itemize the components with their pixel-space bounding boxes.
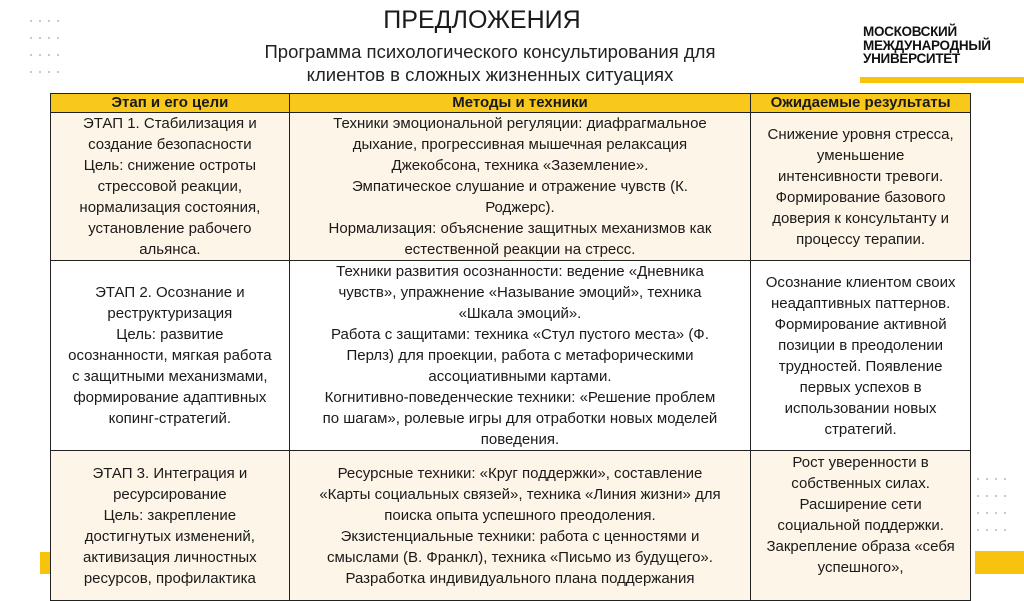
- text-line: Джекобсона, техника «Заземление».: [391, 157, 649, 174]
- accent-block-right: [975, 551, 1024, 574]
- table-header: [51, 94, 971, 113]
- text-line: «Карты социальных связей», техника «Линия жизни» для: [319, 486, 721, 503]
- text-line: альянса.: [139, 241, 201, 258]
- text-line: Эмпатическое слушание и отражение чувств (К.: [351, 178, 688, 195]
- dot: [986, 495, 988, 497]
- dot: [39, 37, 41, 39]
- text-line: создание безопасности: [88, 136, 252, 153]
- text-line: Рост уверенности в: [792, 454, 929, 471]
- dot: [57, 54, 59, 56]
- dot: [977, 478, 979, 480]
- dot: [995, 529, 997, 531]
- text-line: ЭТАП 2. Осознание и: [95, 284, 245, 301]
- text-line: уменьшение: [816, 146, 905, 164]
- text-line: использовании новых: [784, 399, 937, 417]
- text-line: Осознание клиентом своих: [765, 273, 956, 291]
- dot: [995, 512, 997, 514]
- university-logo: [863, 25, 991, 66]
- text-line: с защитными механизмами,: [72, 368, 268, 385]
- text-line: стрессовой реакции,: [97, 178, 243, 195]
- text-line: Формирование активной: [774, 315, 947, 333]
- dot: [48, 54, 50, 56]
- text-line: Закрепление образа «себя: [766, 538, 955, 555]
- dot: [48, 71, 50, 73]
- dot: [57, 37, 59, 39]
- text-line: осознанности, мягкая работа: [68, 347, 272, 364]
- text-line: копинг-стратегий.: [108, 410, 232, 427]
- dot: [1004, 529, 1006, 531]
- column-header-results: Ожидаемые результаты: [751, 94, 971, 113]
- text-line: чувств», упражнение «Называние эмоций», техника: [338, 284, 702, 301]
- text-line: успешного»,: [817, 559, 904, 576]
- text-line: «Шкала эмоций».: [458, 305, 582, 322]
- text-line: Техники развития осознанности: ведение «Дневника: [336, 263, 704, 280]
- text-line: собственных силах.: [791, 475, 930, 492]
- methods-cell: [289, 451, 750, 601]
- text-line: Техники эмоциональной регуляции: диафрагмальное: [333, 115, 707, 132]
- methods-cell: [289, 113, 750, 261]
- table-row: [51, 113, 971, 261]
- page-subtitle: [200, 40, 780, 86]
- text-line: неадаптивных паттернов.: [770, 294, 951, 312]
- logo-accent-bar: [860, 77, 1024, 83]
- text-line: Экзистенциальные техники: работа с ценностями и: [340, 528, 700, 545]
- dot: [995, 495, 997, 497]
- column-header-stage: Этап и его цели: [51, 94, 290, 113]
- dot: [995, 478, 997, 480]
- text-line: естественной реакции на стресс.: [404, 241, 636, 258]
- text-line: МОСКОВСКИЙ: [863, 24, 957, 39]
- dot: [57, 71, 59, 73]
- text-line: достигнутых изменений,: [84, 528, 255, 545]
- text-line: активизация личностных: [83, 549, 257, 566]
- text-line: Расширение сети: [799, 496, 922, 513]
- dot: [48, 37, 50, 39]
- decorative-dots-bottom: [977, 478, 1013, 546]
- text-line: Ресурсные техники: «Круг поддержки», составление: [337, 465, 703, 482]
- program-table: [50, 93, 971, 601]
- dot: [39, 71, 41, 73]
- table-row: [51, 261, 971, 451]
- dot: [1004, 478, 1006, 480]
- text-line: Снижение уровня стресса,: [767, 125, 954, 143]
- dot: [30, 54, 32, 56]
- text-line: Нормализация: объяснение защитных механизмов как: [328, 220, 712, 237]
- dot: [986, 529, 988, 531]
- dot: [977, 529, 979, 531]
- stage-cell: [51, 451, 290, 601]
- text-line: Работа с защитами: техника «Стул пустого места» (Ф.: [331, 326, 709, 343]
- text-line: ресурсирование: [113, 486, 227, 503]
- text-line: Цель: развитие: [116, 326, 224, 343]
- methods-cell: [289, 261, 750, 451]
- stage-cell: [51, 261, 290, 451]
- text-line: формирование адаптивных: [73, 389, 267, 406]
- text-line: по шагам», ролевые игры для отработки новых моделей: [322, 410, 718, 427]
- dot: [30, 37, 32, 39]
- results-cell: [751, 451, 971, 601]
- dot: [977, 512, 979, 514]
- text-line: МЕЖДУНАРОДНЫЙ: [863, 37, 991, 53]
- text-line: установление рабочего: [88, 220, 252, 237]
- dot: [986, 478, 988, 480]
- text-line: нормализация состояния,: [79, 199, 261, 216]
- table-row: [51, 451, 971, 601]
- text-line: социальной поддержки.: [777, 517, 944, 534]
- text-line: поиска опыта успешного преодоления.: [384, 507, 656, 524]
- dot: [977, 495, 979, 497]
- text-line: Формирование базового: [775, 188, 946, 206]
- text-line: Программа психологического консультирования для: [264, 41, 716, 62]
- text-line: интенсивности тревоги.: [778, 167, 944, 185]
- text-line: смыслами (В. Франкл), техника «Письмо из будущего».: [326, 549, 713, 566]
- text-line: УНИВЕРСИТЕТ: [863, 51, 960, 66]
- text-line: первых успехов в: [799, 378, 922, 396]
- text-line: ассоциативными картами.: [428, 368, 612, 385]
- page-title: ПРЕДЛОЖЕНИЯ: [383, 6, 581, 34]
- text-line: процессу терапии.: [796, 230, 926, 248]
- text-line: ЭТАП 1. Стабилизация и: [82, 115, 257, 132]
- text-line: Разработка индивидуального плана поддержания: [345, 570, 695, 587]
- stage-cell: [51, 113, 290, 261]
- text-line: поведения.: [480, 431, 560, 448]
- text-line: ресурсов, профилактика: [83, 570, 256, 587]
- text-line: клиентов в сложных жизненных ситуациях: [306, 64, 674, 85]
- text-line: Перлз) для проекции, работа с метафорическими: [346, 347, 694, 364]
- text-line: ЭТАП 3. Интеграция и: [92, 465, 248, 482]
- column-header-methods: Методы и техники: [289, 94, 750, 113]
- text-line: дыхание, прогрессивная мышечная релаксация: [352, 136, 688, 153]
- text-line: реструктуризация: [107, 305, 233, 322]
- results-cell: [751, 261, 971, 451]
- text-line: Роджерс).: [485, 199, 555, 216]
- text-line: стратегий.: [824, 420, 897, 438]
- text-line: Цель: снижение остроты: [83, 157, 256, 174]
- text-line: доверия к консультанту и: [772, 209, 950, 227]
- dot: [30, 71, 32, 73]
- text-line: позиции в преодолении: [778, 336, 944, 354]
- dot: [39, 54, 41, 56]
- results-cell: [751, 113, 971, 261]
- text-line: Цель: закрепление: [103, 507, 237, 524]
- dot: [986, 512, 988, 514]
- dot: [1004, 495, 1006, 497]
- text-line: трудностей. Появление: [778, 357, 943, 375]
- accent-block-left: [40, 552, 50, 574]
- text-line: Когнитивно-поведенческие техники: «Решение проблем: [324, 389, 716, 406]
- dot: [1004, 512, 1006, 514]
